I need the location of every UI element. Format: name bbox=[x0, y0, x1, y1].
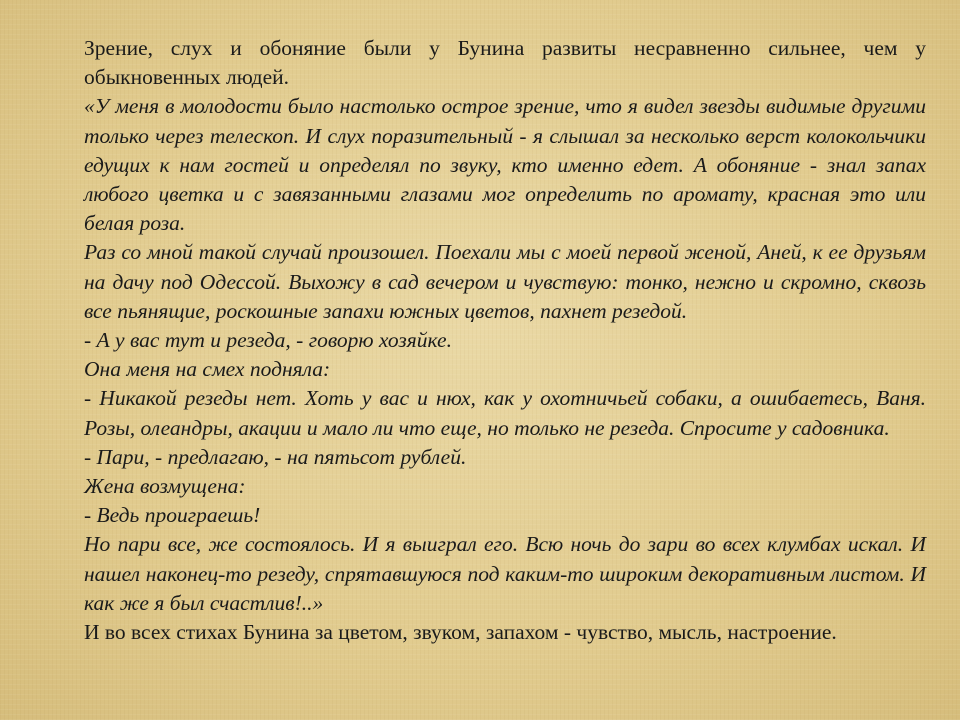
paragraph-dialogue-5-text: Жена возмущена: bbox=[84, 474, 246, 499]
paragraph-quote-vision bbox=[84, 92, 926, 238]
paragraph-quote-story-text: Раз со мной такой случай произошел. Поехали мы с моей первой женой, Аней, к ее друзьям на дачу под Одессой. Выхожу в сад вечером и чувствую: тонко, нежно и скромно, сквозь все пьянящие, роскошные запахи южных цветов, пахнет резедой. bbox=[84, 240, 926, 323]
paragraph-intro-text: Зрение, слух и обоняние были у Бунина развиты несравненно сильнее, чем у обыкновенных людей. bbox=[84, 36, 926, 90]
paragraph-quote-vision-text: «У меня в молодости было настолько острое зрение, что я видел звезды видимые другими только через телескоп. И слух поразительный - я слышал за несколько верст колокольчики едущих к нам гостей и определял по звуку, кто именно едет. А обоняние - знал запах любого цветка и с завязанными глазами мог определить по аромату, красная это или белая роза. bbox=[84, 94, 926, 236]
paragraph-dialogue-3-text: - Никакой резеды нет. Хоть у вас и нюх, как у охотничьей собаки, а ошибаетесь, Ваня. Розы, олеандры, акации и мало ли что еще, но только не резеда. Спросите у садовника. bbox=[84, 386, 926, 440]
paragraph-dialogue-3 bbox=[84, 384, 926, 442]
paragraph-quote-story bbox=[84, 238, 926, 326]
paragraph-dialogue-1-text: - А у вас тут и резеда, - говорю хозяйке. bbox=[84, 328, 452, 353]
paragraph-dialogue-1 bbox=[84, 326, 926, 355]
paragraph-conclusion bbox=[84, 618, 926, 647]
paragraph-dialogue-4 bbox=[84, 443, 926, 472]
paragraph-dialogue-6-text: - Ведь проиграешь! bbox=[84, 503, 261, 528]
paragraph-dialogue-2 bbox=[84, 355, 926, 384]
paragraph-quote-ending-text: Но пари все, же состоялось. И я выиграл его. Всю ночь до зари во всех клумбах искал. И нашел наконец-то резеду, спрятавшуюся под каким-то широким декоративным листом. И как же я был счастлив!..» bbox=[84, 532, 926, 615]
paragraph-dialogue-5 bbox=[84, 472, 926, 501]
paragraph-dialogue-6 bbox=[84, 501, 926, 530]
paragraph-intro bbox=[84, 34, 926, 92]
paragraph-dialogue-2-text: Она меня на смех подняла: bbox=[84, 357, 331, 382]
paragraph-quote-ending bbox=[84, 530, 926, 618]
paragraph-dialogue-4-text: - Пари, - предлагаю, - на пятьсот рублей. bbox=[84, 444, 467, 469]
text-block bbox=[84, 34, 926, 647]
paragraph-conclusion-text: И во всех стихах Бунина за цветом, звуком, запахом - чувство, мысль, настроение. bbox=[84, 620, 837, 645]
